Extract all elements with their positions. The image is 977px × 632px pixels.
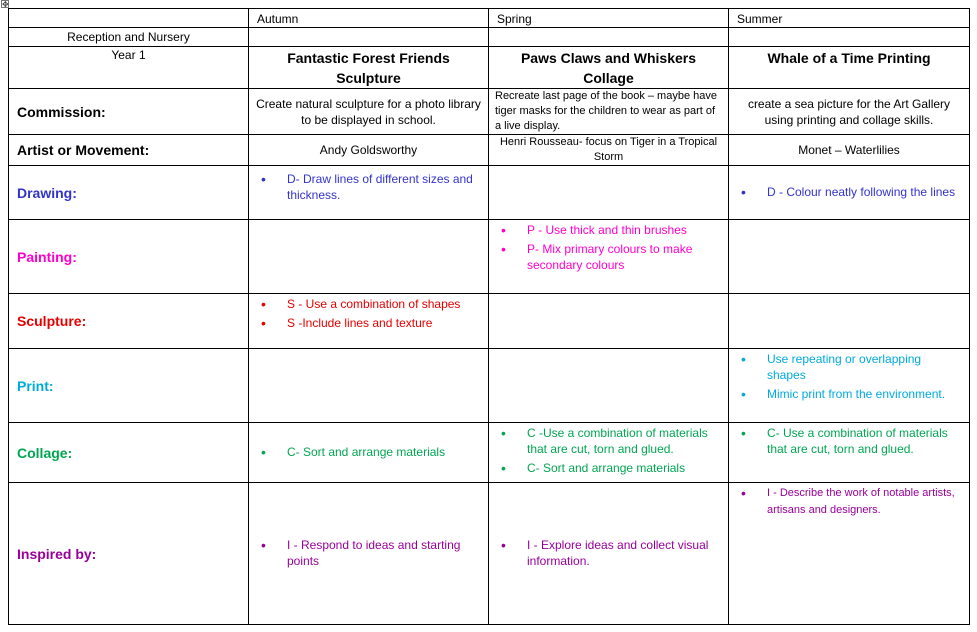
list-item: • Use repeating or overlapping shapes (759, 350, 963, 385)
list-item: • P - Use thick and thin brushes (519, 221, 722, 240)
term-spring: Spring (489, 9, 729, 28)
term-summer: Summer (729, 9, 970, 28)
painting-autumn (249, 220, 489, 294)
list-item: • Mimic print from the environment. (759, 385, 963, 404)
list-item: • C- Sort and arrange materials (519, 459, 722, 478)
commission-label: Commission: (9, 89, 249, 135)
list-item: • I - Respond to ideas and starting points (279, 536, 482, 571)
list-item: • S -Include lines and texture (279, 314, 482, 333)
painting-spring (489, 220, 729, 294)
topic-summer: Whale of a Time Printing (729, 47, 970, 89)
painting-label: Painting: (9, 220, 249, 294)
print-label: Print: (9, 349, 249, 423)
commission-autumn: Create natural sculpture for a photo library to be displayed in school. (249, 89, 489, 135)
sculpture-autumn (249, 294, 489, 349)
drawing-autumn (249, 166, 489, 220)
list-item: • I - Explore ideas and collect visual information. (519, 536, 722, 571)
artist-label: Artist or Movement: (9, 135, 249, 166)
table-move-handle-icon[interactable]: ✥ (2, 0, 9, 9)
collage-spring (489, 423, 729, 483)
collage-label: Collage: (9, 423, 249, 483)
list-item: • C -Use a combination of materials that are cut, torn and glued. (519, 424, 722, 459)
print-row (9, 349, 970, 423)
print-autumn (249, 349, 489, 423)
inspired-spring (489, 483, 729, 625)
year-label: Year 1 (9, 47, 249, 89)
artist-row (9, 135, 970, 166)
sculpture-label: Sculpture: (9, 294, 249, 349)
art-curriculum-table (8, 8, 970, 625)
commission-summer: create a sea picture for the Art Gallery using printing and collage skills. (729, 89, 970, 135)
topic-spring: Paws Claws and Whiskers Collage (489, 47, 729, 89)
commission-spring: Recreate last page of the book – maybe have tiger masks for the children to wear as part of a live display. (489, 89, 729, 135)
term-header-row (9, 9, 970, 28)
artist-autumn: Andy Goldsworthy (249, 135, 489, 166)
painting-summer (729, 220, 970, 294)
print-spring (489, 349, 729, 423)
collage-summer (729, 423, 970, 483)
stage-label: Reception and Nursery (9, 28, 249, 47)
print-summer (729, 349, 970, 423)
stage-cell-spring (489, 28, 729, 47)
stage-row (9, 28, 970, 47)
list-item: • I - Describe the work of notable artists, artisans and designers. (759, 484, 963, 521)
term-autumn: Autumn (249, 9, 489, 28)
painting-row (9, 220, 970, 294)
sculpture-summer (729, 294, 970, 349)
topic-row (9, 47, 970, 89)
list-item: • C- Use a combination of materials that are cut, torn and glued. (759, 424, 963, 459)
inspired-row (9, 483, 970, 625)
inspired-label: Inspired by: (9, 483, 249, 625)
list-item: • C- Sort and arrange materials (279, 443, 482, 462)
list-item: • P- Mix primary colours to make secondary colours (519, 240, 722, 275)
stage-cell-summer (729, 28, 970, 47)
drawing-row (9, 166, 970, 220)
commission-row (9, 89, 970, 135)
sculpture-row (9, 294, 970, 349)
drawing-summer (729, 166, 970, 220)
topic-autumn: Fantastic Forest Friends Sculpture (249, 47, 489, 89)
inspired-summer (729, 483, 970, 625)
drawing-spring (489, 166, 729, 220)
collage-row (9, 423, 970, 483)
sculpture-spring (489, 294, 729, 349)
collage-autumn (249, 423, 489, 483)
stage-cell-autumn (249, 28, 489, 47)
artist-spring: Henri Rousseau- focus on Tiger in a Tropical Storm (489, 135, 729, 166)
list-item: • S - Use a combination of shapes (279, 295, 482, 314)
inspired-autumn (249, 483, 489, 625)
list-item: • D- Draw lines of different sizes and thickness. (279, 170, 482, 205)
list-item: • D - Colour neatly following the lines (759, 183, 963, 202)
artist-summer: Monet – Waterlilies (729, 135, 970, 166)
corner-cell (9, 9, 249, 28)
drawing-label: Drawing: (9, 166, 249, 220)
